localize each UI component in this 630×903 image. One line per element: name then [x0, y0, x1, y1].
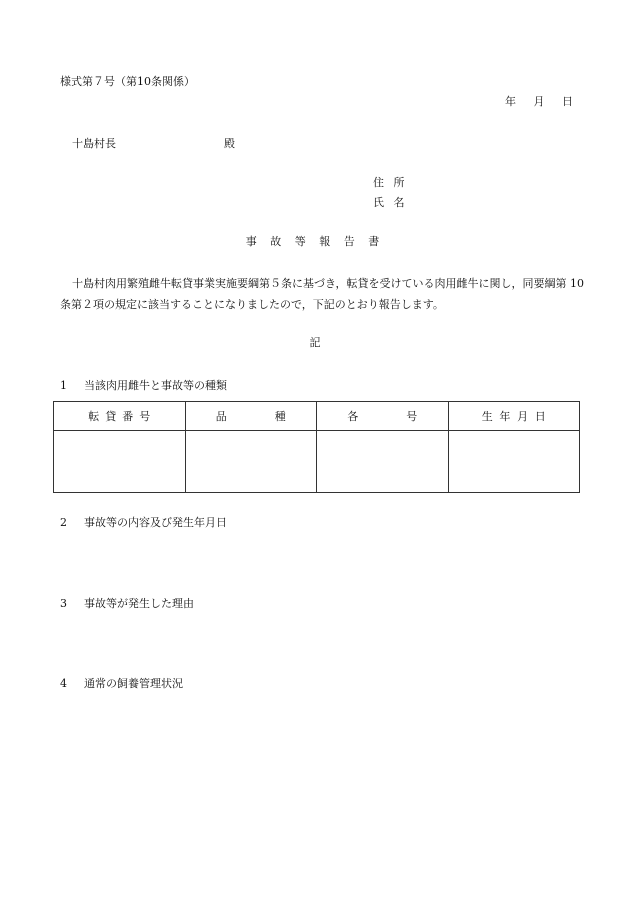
header-transfer-number: 転 貸 番 号: [54, 402, 186, 431]
section-label: 当該肉用雌牛と事故等の種類: [84, 379, 227, 392]
body-text: 十島村肉用繁殖雌牛転貸事業実施要綱第５条に基づき，転貸を受けている肉用雌牛に関し，同要綱第 10 条第２項の規定に該当することになりましたので，下記のとおり報告します。: [60, 277, 585, 311]
header-birth-date: 生 年 月 日: [448, 402, 580, 431]
name-label: 氏 名: [373, 196, 408, 209]
section-2-heading: [60, 516, 227, 530]
cell-breed[interactable]: [185, 431, 317, 493]
section-number: 1: [60, 379, 67, 392]
form-number: 様式第７号（第10条関係）: [60, 75, 195, 88]
section-number: 3: [60, 597, 67, 610]
section-label: 通常の飼養管理状況: [84, 677, 183, 690]
ki-marker: 記: [309, 336, 321, 349]
address-label: 住 所: [373, 176, 408, 189]
document-title: 事 故 等 報 告 書: [245, 235, 385, 248]
cell-transfer-number[interactable]: [54, 431, 186, 493]
addressee: 十島村長: [72, 137, 116, 150]
table-header-row: [54, 402, 580, 431]
section-1-heading: [60, 379, 227, 393]
table-row: [54, 431, 580, 493]
cell-birth-date[interactable]: [448, 431, 580, 493]
section-label: 事故等が発生した理由: [84, 597, 194, 610]
section-label: 事故等の内容及び発生年月日: [84, 516, 227, 529]
section-4-heading: [60, 677, 183, 691]
header-item-number: 各 号: [317, 402, 449, 431]
section-number: 2: [60, 516, 67, 529]
date-line: 年 月 日: [505, 95, 573, 108]
section-3-heading: [60, 597, 194, 611]
header-breed: 品 種: [185, 402, 317, 431]
cell-item-number[interactable]: [317, 431, 449, 493]
honorific: 殿: [224, 137, 235, 150]
cattle-table: [53, 401, 580, 493]
section-number: 4: [60, 677, 67, 690]
